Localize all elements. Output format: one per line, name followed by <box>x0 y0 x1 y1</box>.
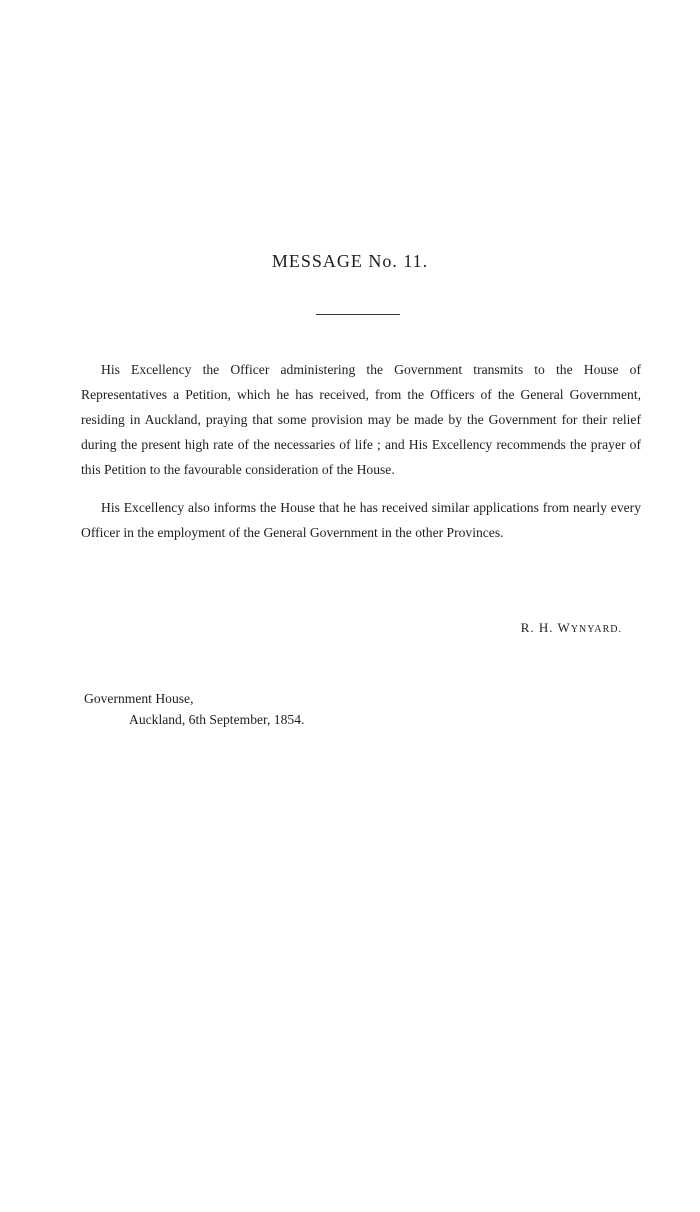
message-body <box>81 357 641 545</box>
signature-surname: YNYARD. <box>570 624 622 635</box>
page-title: MESSAGE No. 11. <box>271 251 429 271</box>
paragraph-2: His Excellency also informs the House that he has received similar applications from nearly every Officer in the employment of the General Government in the other Provinces. <box>81 500 641 540</box>
address-line-2: Auckland, 6th September, 1854. <box>129 712 305 727</box>
address-line-1: Government House, <box>84 691 194 706</box>
dateline <box>84 688 304 730</box>
title-divider <box>316 314 400 315</box>
signature <box>460 620 622 636</box>
paragraph-1: His Excellency the Officer administering the Government transmits to the House of Representatives a Petition, which he has received, from the Officers of the General Government, residing in Auckland, praying that some provision may be made by the Government for their relief during the present high rate of the necessaries of life ; and His Excellency recommends the prayer of this Petition to the favourable consideration of the House. <box>81 362 641 477</box>
signature-initials: R. H. W <box>520 620 571 635</box>
